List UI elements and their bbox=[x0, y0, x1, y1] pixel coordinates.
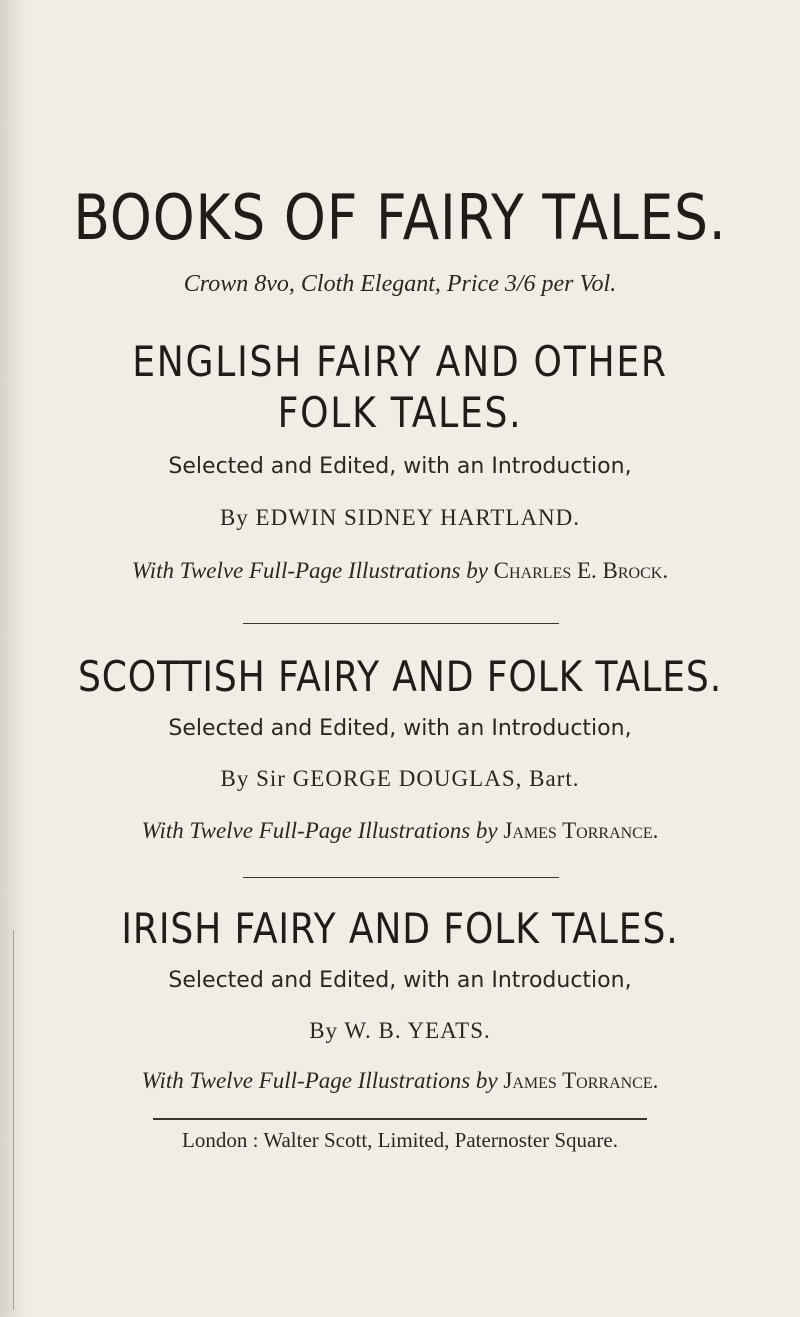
book-1-illustrator: Charles E. Brock. bbox=[493, 558, 669, 583]
book-3-illustrations: With Twelve Full-Page Illustrations by bbox=[141, 1068, 498, 1093]
book-1-title-line1: ENGLISH FAIRY AND OTHER bbox=[132, 337, 668, 386]
book-2-by: By Sir GEORGE DOUGLAS, Bart. bbox=[220, 766, 580, 791]
format-line: Crown 8vo, Cloth Elegant, Price 3/6 per Vol. bbox=[183, 271, 617, 297]
book-1-title-line2: FOLK TALES. bbox=[277, 388, 523, 437]
book-2-illustrator: James Torrance. bbox=[503, 818, 659, 843]
book-3-by: By W. B. YEATS. bbox=[309, 1018, 491, 1043]
book-2-illustrations: With Twelve Full-Page Illustrations by bbox=[141, 818, 498, 843]
imprint-rule bbox=[153, 1118, 647, 1120]
book-3-title: IRISH FAIRY AND FOLK TALES. bbox=[121, 904, 679, 953]
book-1-selected: Selected and Edited, with an Introduction, bbox=[168, 454, 632, 479]
imprint: London : Walter Scott, Limited, Paternoster Square. bbox=[182, 1128, 618, 1152]
book-1-illustrations: With Twelve Full-Page Illustrations by bbox=[131, 558, 488, 583]
book-3-selected: Selected and Edited, with an Introduction, bbox=[168, 968, 632, 993]
divider-1 bbox=[243, 623, 559, 624]
book-2-illustrations-line bbox=[0, 815, 800, 847]
book-2-selected: Selected and Edited, with an Introduction, bbox=[168, 716, 632, 741]
book-2-title: SCOTTISH FAIRY AND FOLK TALES. bbox=[77, 652, 723, 701]
book-3-illustrations-line bbox=[0, 1065, 800, 1097]
book-3-illustrator: James Torrance. bbox=[503, 1068, 659, 1093]
imprint-line bbox=[0, 1126, 800, 1154]
page-heading: BOOKS OF FAIRY TALES. bbox=[73, 181, 727, 254]
divider-2 bbox=[243, 877, 559, 878]
book-1-illustrations-line bbox=[0, 555, 800, 587]
book-1-by: By EDWIN SIDNEY HARTLAND. bbox=[219, 505, 581, 530]
